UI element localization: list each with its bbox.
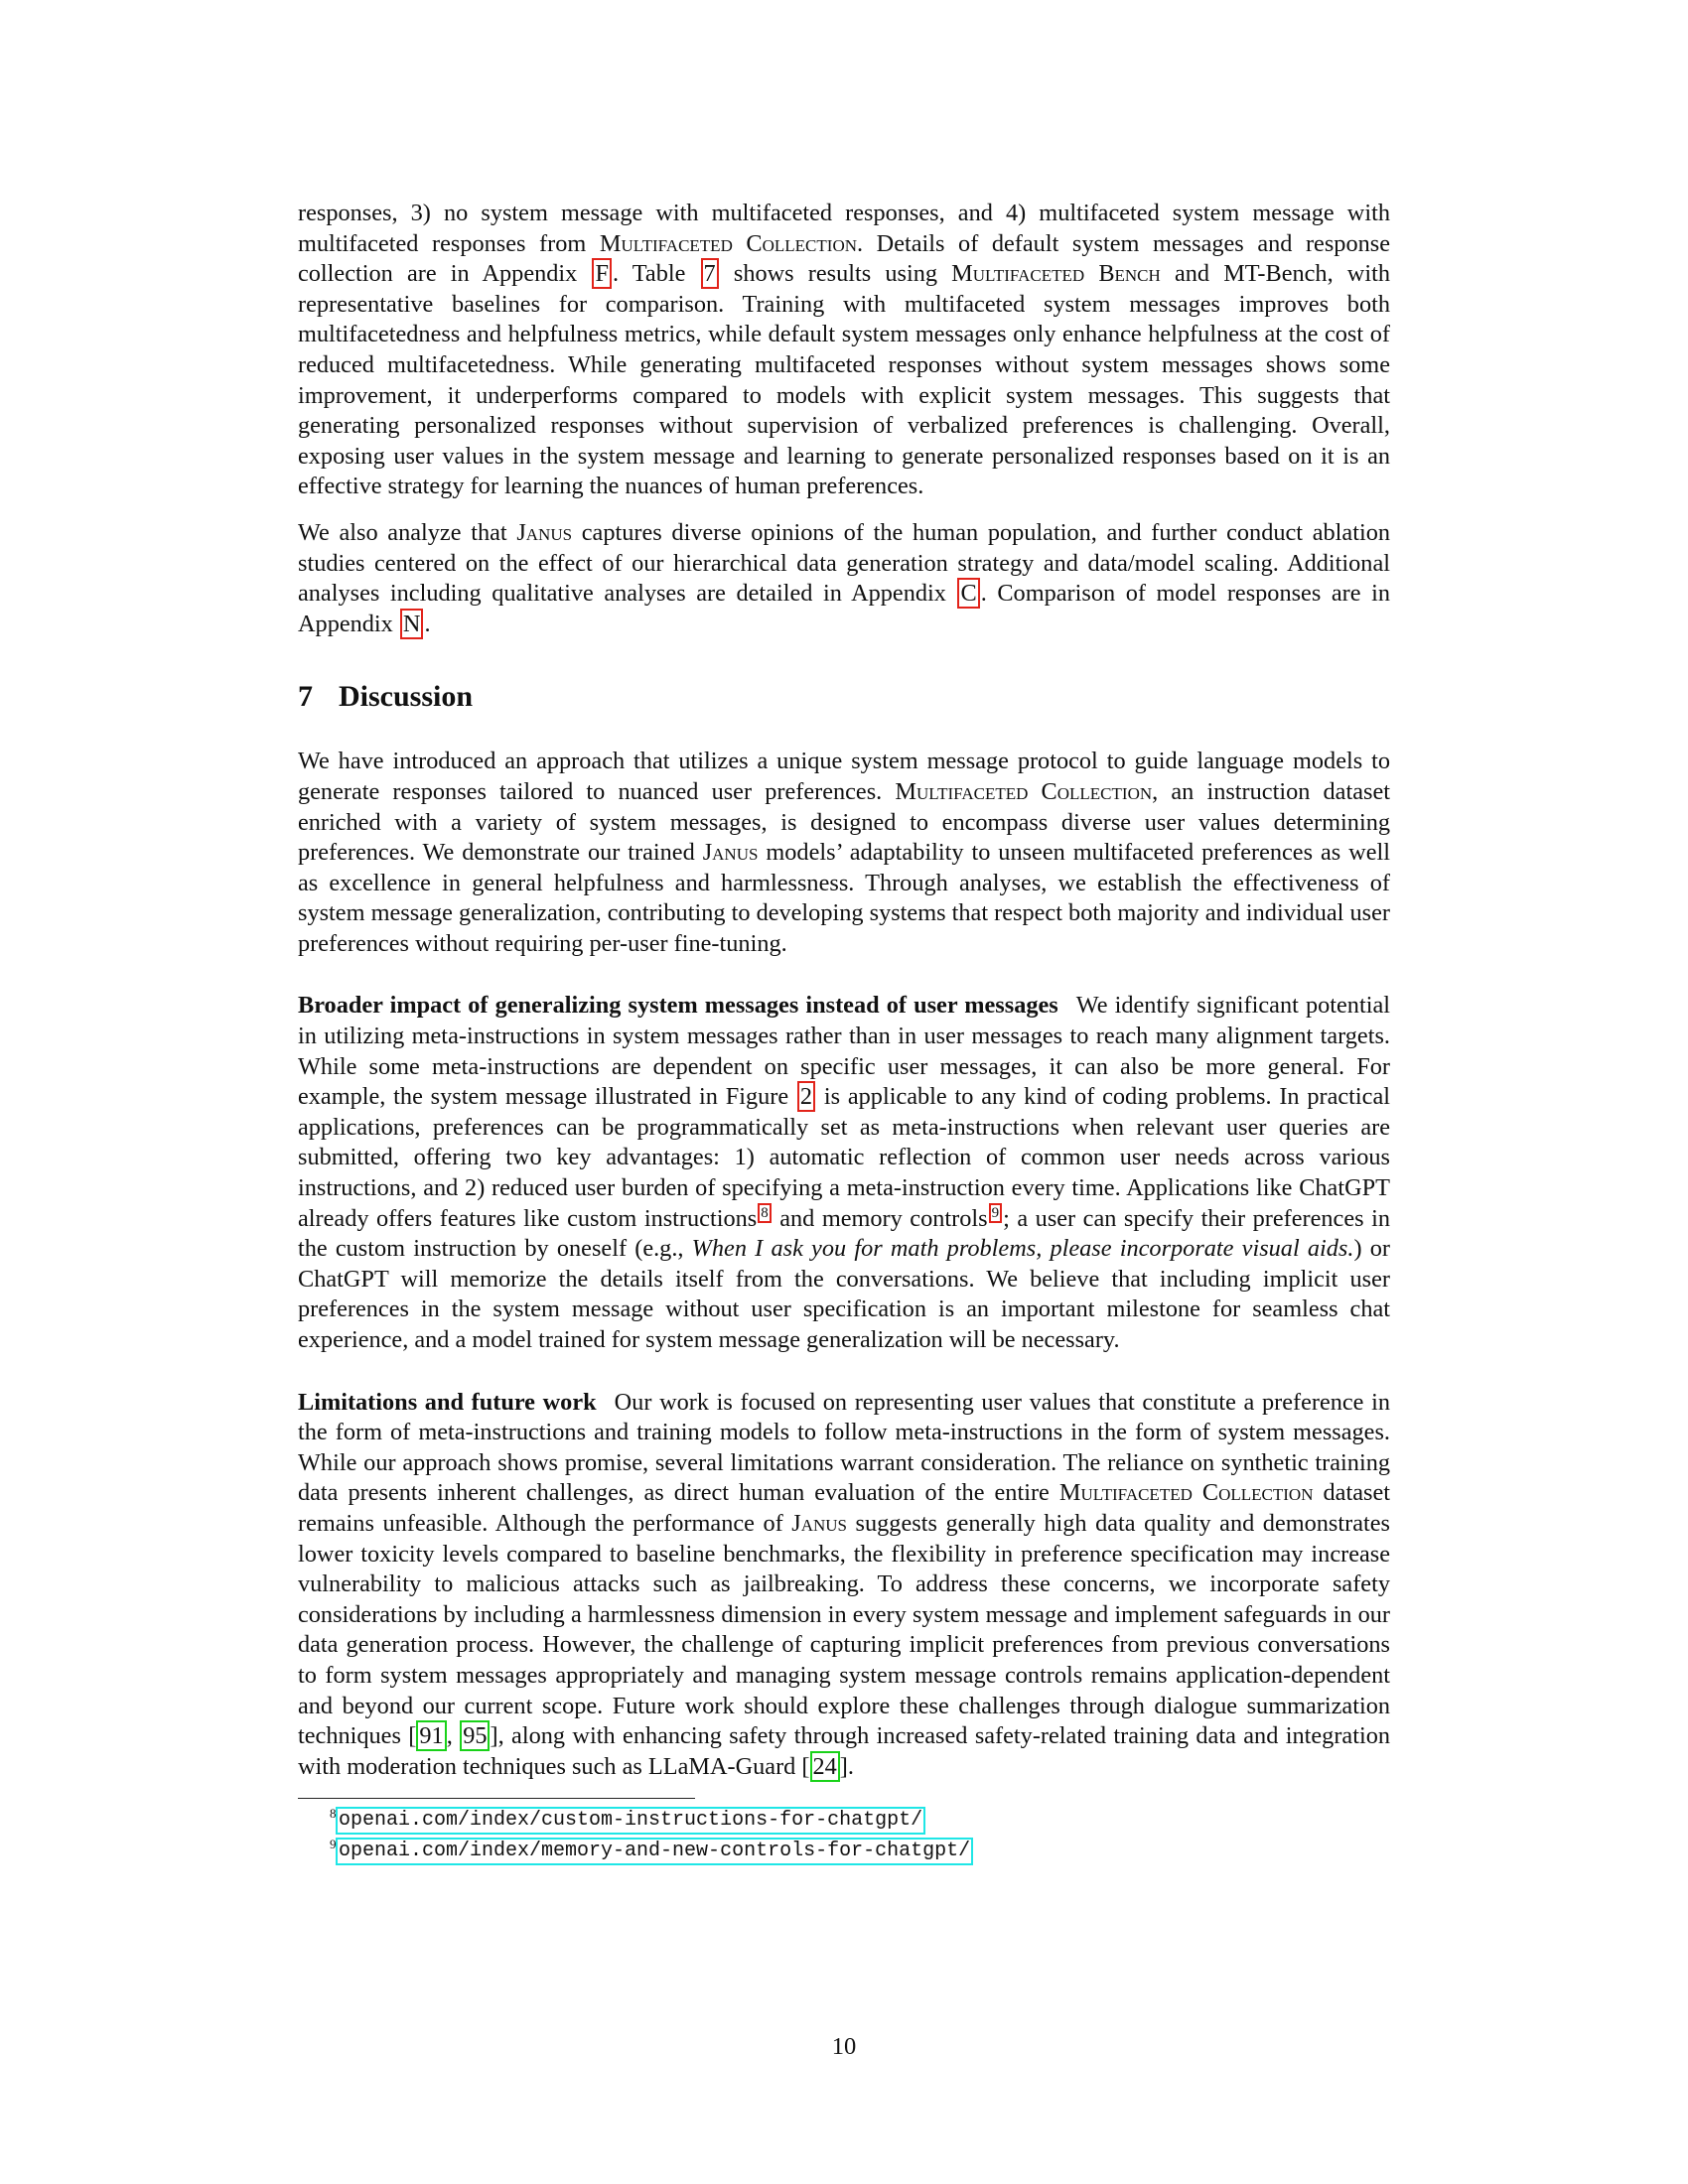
footnote-url-link[interactable]: openai.com/index/custom-instructions-for-chatgpt/ — [336, 1807, 925, 1835]
text-run: ], along with enhancing safety through increased safety-related training data and integration with moderation techniques such as LLaMA-Guard [ — [298, 1722, 1390, 1780]
citation-link[interactable]: 95 — [460, 1720, 490, 1751]
figure-link[interactable]: 2 — [797, 1081, 815, 1112]
text-run: dataset remains unfeasible. Although the performance of — [298, 1479, 1390, 1537]
dataset-name: Multifaceted Collection — [599, 229, 857, 257]
text-run: suggests generally high data quality and demonstrates lower toxicity levels compared to baseline benchmarks, the flexibility in preference specification may increase vulnerability to malicious attacks such as jailbreaking. To address these concerns, we incorporate safety considerations by including a harmlessness dimension in every system message and implement safeguards in our data generation process. However, the challenge of capturing implicit preferences from previous conversations to form system messages appropriately and managing system message controls remains application-dependent and beyond our current scope. Future work should explore these challenges through dialogue summarization techniques [ — [298, 1509, 1390, 1750]
text-run: is applicable to any kind of coding problems. In practical applications, preferences can be programmatically set as meta-instructions when relevant user queries are submitted, offering two key advantages: 1) automatic reflection of common user needs across various instructions, and 2) reduced user burden of specifying a meta-instruction every time. Applications like ChatGPT already offers features like custom instructions — [298, 1083, 1390, 1232]
text-run: We also analyze that — [298, 518, 517, 546]
section-number: 7 — [298, 680, 313, 714]
text-run: . Details of default system messages and response collection are in Appendix — [298, 229, 1390, 288]
paper-page — [298, 199, 1390, 1866]
section-title: Discussion — [339, 680, 474, 714]
text-run: , an instruction dataset enriched with a variety of system messages, is designed to encompass diverse user values determining preferences. We demonstrate our trained — [298, 777, 1390, 867]
paragraph-heading: Broader impact of generalizing system messages instead of user messages — [298, 992, 1058, 1020]
footnote-url-link[interactable]: openai.com/index/memory-and-new-controls-for-chatgpt/ — [336, 1838, 973, 1865]
model-name: Janus — [702, 839, 759, 867]
benchmark-name: Multifaceted Bench — [951, 260, 1161, 288]
paragraph-further-analyses — [298, 518, 1390, 639]
footnote-divider — [298, 1798, 695, 1799]
paragraph-discussion-summary — [298, 747, 1390, 959]
footnote-link[interactable]: 9 — [989, 1203, 1003, 1223]
model-name: Janus — [791, 1509, 847, 1537]
italic-example: When I ask you for math problems, please incorporate visual aids. — [691, 1235, 1354, 1263]
footnote-link[interactable]: 8 — [758, 1203, 772, 1223]
text-run: ]. — [839, 1752, 854, 1780]
table-link[interactable]: 7 — [701, 258, 719, 289]
section-heading — [298, 679, 1390, 715]
dataset-name: Multifaceted Collection — [895, 777, 1153, 805]
text-run: We have introduced an approach that utilizes a unique system message protocol to guide language models to generate responses tailored to nuanced user preferences. — [298, 748, 1390, 805]
appendix-link[interactable]: F — [592, 258, 612, 289]
text-run: , — [446, 1722, 461, 1750]
paragraph-limitations — [298, 1388, 1390, 1783]
footnotes — [298, 1798, 1390, 1866]
footnote-9: 9 openai.com/index/memory-and-new-controls-for-chatgpt/ — [298, 1836, 1390, 1866]
dataset-name: Multifaceted Collection — [1058, 1479, 1314, 1507]
text-run: and MT-Bench, with representative baselines for comparison. Training with multifaceted system messages improves both multifacetedness and helpfulness metrics, while default system messages only enhance helpfulness at the cost of reduced multifacetedness. While generating multifaceted responses without system messages shows some improvement, it underperforms compared to models with explicit system messages. This suggests that generating personalized responses without supervision of verbalized preferences is challenging. Overall, exposing user values in the system message and learning to generate personalized responses based on it is an effective strategy for learning the nuances of human preferences. — [298, 260, 1391, 500]
text-run: . Comparison of model responses are in Appendix — [298, 580, 1390, 637]
text-run: models’ adaptability to unseen multifaceted preferences as well as excellence in general helpfulness and harmlessness. Through analyses, we establish the effectiveness of system message generalization, contributing to developing systems that respect both majority and individual user preferences without requiring per-user fine-tuning. — [298, 839, 1391, 957]
page-number: 10 — [831, 2033, 857, 2060]
text-run: responses, 3) no system message with multifaceted responses, and 4) multifaceted system message with multifaceted responses from — [298, 200, 1390, 257]
text-run: . Table — [612, 260, 700, 288]
text-run: We identify significant potential in utilizing meta-instructions in system messages rather than in user messages to reach many alignment targets. While some meta-instructions are dependent on specific user messages, it can also be more general. For example, the system message illustrated in Figure — [298, 992, 1390, 1111]
appendix-link[interactable]: C — [957, 578, 979, 609]
text-run: . — [424, 610, 431, 637]
model-name: Janus — [516, 518, 573, 546]
citation-link[interactable]: 24 — [810, 1751, 840, 1782]
appendix-link[interactable]: N — [400, 609, 424, 639]
text-run: ; a user can specify their preferences in the custom instruction by oneself (e.g., — [298, 1204, 1390, 1263]
text-run: Our work is focused on representing user values that constitute a preference in the form of meta-instructions and training models to follow meta-instructions in the form of system messages. While our approach shows promise, several limitations warrant consideration. The reliance on synthetic training data presents inherent challenges, as direct human evaluation of the entire — [298, 1388, 1390, 1507]
text-run: and memory controls — [772, 1204, 988, 1232]
text-run: ) or ChatGPT will memorize the details itself from the conversations. We believe that including implicit user preferences in the system message without user specification is an important milestone for seamless chat experience, and a model trained for system message generalization will be necessary. — [298, 1235, 1390, 1353]
paragraph-heading: Limitations and future work — [298, 1388, 597, 1416]
text-run: shows results using — [719, 260, 952, 288]
text-run: captures diverse opinions of the human population, and further conduct ablation studies centered on the effect of our hierarchical data generation strategy and data/model scaling. Additional analyses including qualitative analyses are detailed in Appendix — [298, 518, 1390, 608]
paragraph-broader-impact — [298, 991, 1390, 1355]
citation-link[interactable]: 91 — [416, 1720, 446, 1751]
footnote-8: 8 openai.com/index/custom-instructions-for-chatgpt/ — [298, 1805, 1390, 1836]
paragraph-ablation-results — [298, 199, 1390, 502]
